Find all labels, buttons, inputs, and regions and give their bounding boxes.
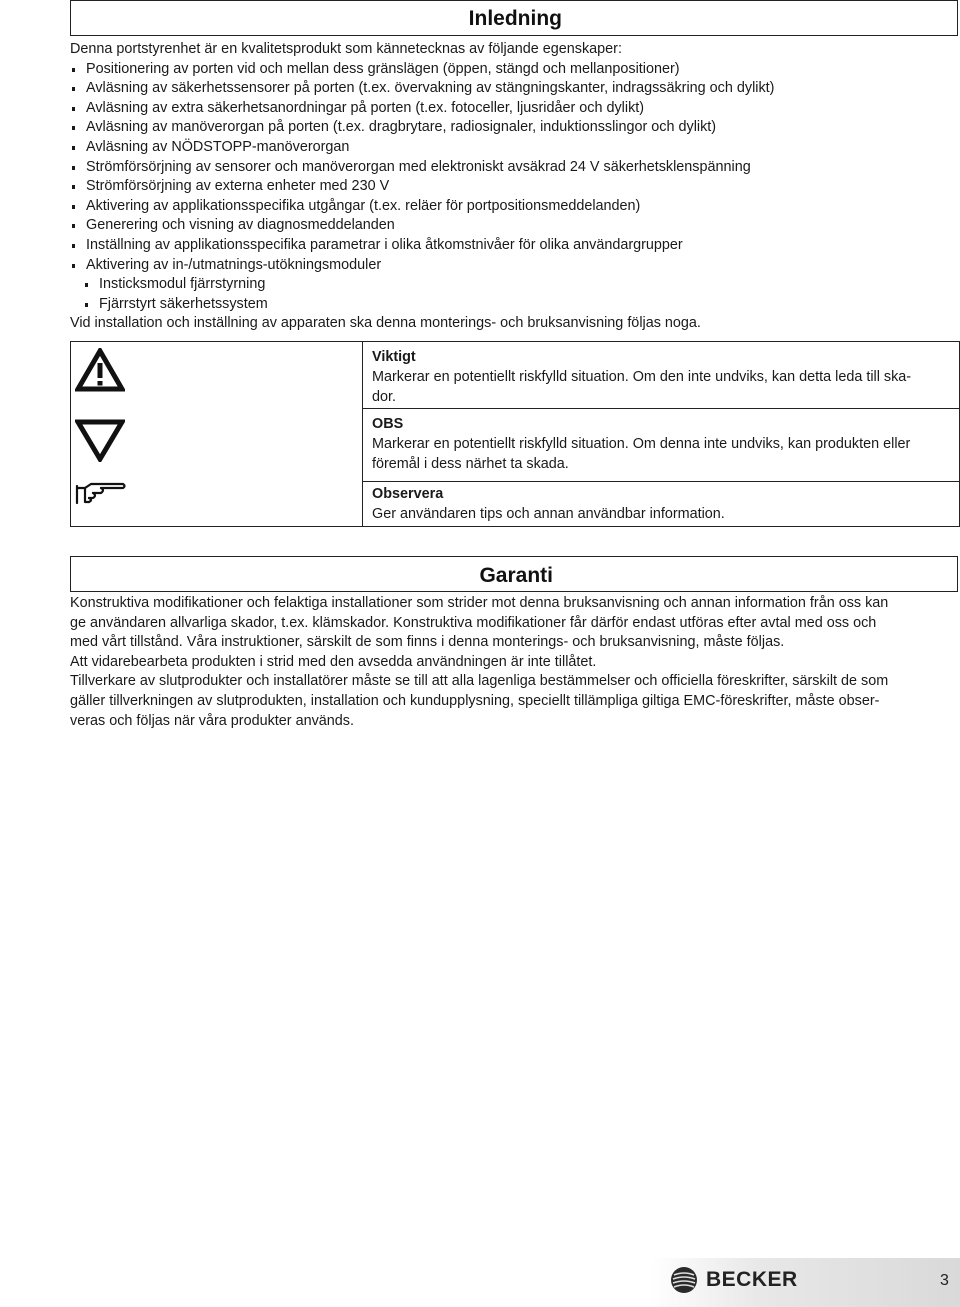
list-item: Avläsning av NÖDSTOPP-manöverorgan — [70, 138, 950, 158]
paragraph-line: Konstruktiva modifikationer och felaktiga installationer som strider mot denna bruksanvisning och annan information från oss kan — [70, 595, 889, 611]
list-item: Generering och visning av diagnosmeddelanden — [70, 216, 950, 236]
paragraph-line: med vårt tillstånd. Våra instruktioner, särskilt de som finns i denna monterings- och bruksanvisning, måste följas. — [70, 634, 785, 651]
list-item: Avläsning av säkerhetssensorer på porten (t.ex. övervakning av stängningskanter, indragssäkring och dylikt) — [70, 79, 950, 99]
intro-lead: Denna portstyrenhet är en kvalitetsprodukt som kännetecknas av följande egenskaper: — [70, 41, 622, 57]
section-heading-garanti — [70, 556, 958, 592]
description-column — [363, 342, 959, 526]
intro-closing: Vid installation och inställning av apparaten ska denna monterings- och bruksanvisning följas noga. — [70, 315, 701, 332]
info-note — [363, 484, 959, 524]
list-item: Avläsning av extra säkerhetsanordningar på porten (t.ex. fotoceller, ljusridåer och dylikt) — [70, 99, 950, 119]
symbol-legend-table — [70, 341, 960, 527]
note-text-line: föremål i dess närhet ta skada. — [372, 456, 569, 472]
brand-logo — [670, 1266, 798, 1294]
list-item: Aktivering av applikationsspecifika utgångar (t.ex. reläer för portpositionsmeddelanden) — [70, 197, 950, 217]
paragraph-line: ge användaren allvarliga skador, t.ex. klämskador. Konstruktiva modifikationer får därför endast utföras efter avtal med oss och — [70, 614, 877, 631]
list-item: Strömförsörjning av sensorer och manöverorgan med elektroniskt avsäkrad 24 V säkerhetsklenspänning — [70, 158, 950, 178]
important-note — [363, 347, 959, 409]
note-text-line: Markerar en potentiellt riskfylld situation. Om den inte undviks, kan detta leda till ska- — [372, 369, 912, 385]
section-heading-inledning — [70, 0, 958, 36]
note-text-line: dor. — [372, 389, 397, 405]
page-number: 3 — [940, 1272, 949, 1289]
caution-note — [363, 414, 959, 482]
list-item: Strömförsörjning av externa enheter med 230 V — [70, 177, 950, 197]
heading-text: Garanti — [479, 564, 553, 587]
list-item: Avläsning av manöverorgan på porten (t.ex. dragbrytare, radiosignaler, induktionsslingor och dylikt) — [70, 118, 950, 138]
intro-section — [70, 40, 950, 334]
garanti-section — [70, 594, 952, 731]
note-title: Observera — [372, 486, 444, 502]
warning-triangle-icon — [75, 348, 125, 392]
brand-emblem-icon — [670, 1266, 698, 1294]
sub-list-item: Fjärrstyrt säkerhetssystem — [70, 295, 950, 315]
brand-name: BECKER — [706, 1268, 798, 1291]
paragraph-line: gäller tillverkningen av slutprodukten, installation och kundupplysning, speciellt tillämpliga giltiga EMC-föreskrifter, måste obser- — [70, 692, 880, 709]
paragraph-line: Att vidarebearbeta produkten i strid med den avsedda användningen är inte tillåtet. — [70, 653, 597, 670]
inverted-triangle-icon — [75, 418, 125, 462]
paragraph-line: veras och följas när våra produkter används. — [70, 712, 354, 729]
list-item: Aktivering av in-/utmatnings-utökningsmoduler — [70, 256, 950, 276]
list-item: Inställning av applikationsspecifika parametrar i olika åtkomstnivåer för olika användargrupper — [70, 236, 950, 256]
note-text-line: Ger användaren tips och annan användbar information. — [372, 506, 725, 522]
note-text-line: Markerar en potentiellt riskfylld situation. Om denna inte undviks, kan produkten eller — [372, 436, 911, 452]
symbol-column — [71, 342, 363, 526]
feature-list — [70, 60, 950, 315]
list-item: Positionering av porten vid och mellan dess gränslägen (öppen, stängd och mellanpositioner) — [70, 60, 950, 80]
pointing-hand-icon — [75, 480, 127, 506]
note-title: OBS — [372, 416, 404, 432]
sub-list-item: Insticksmodul fjärrstyrning — [70, 275, 950, 295]
paragraph-line: Tillverkare av slutprodukter och installatörer måste se till att alla lagenliga bestämmelser och officiella föreskrifter, särskilt de som — [70, 673, 889, 690]
heading-text: Inledning — [468, 7, 562, 30]
note-title: Viktigt — [372, 349, 416, 365]
